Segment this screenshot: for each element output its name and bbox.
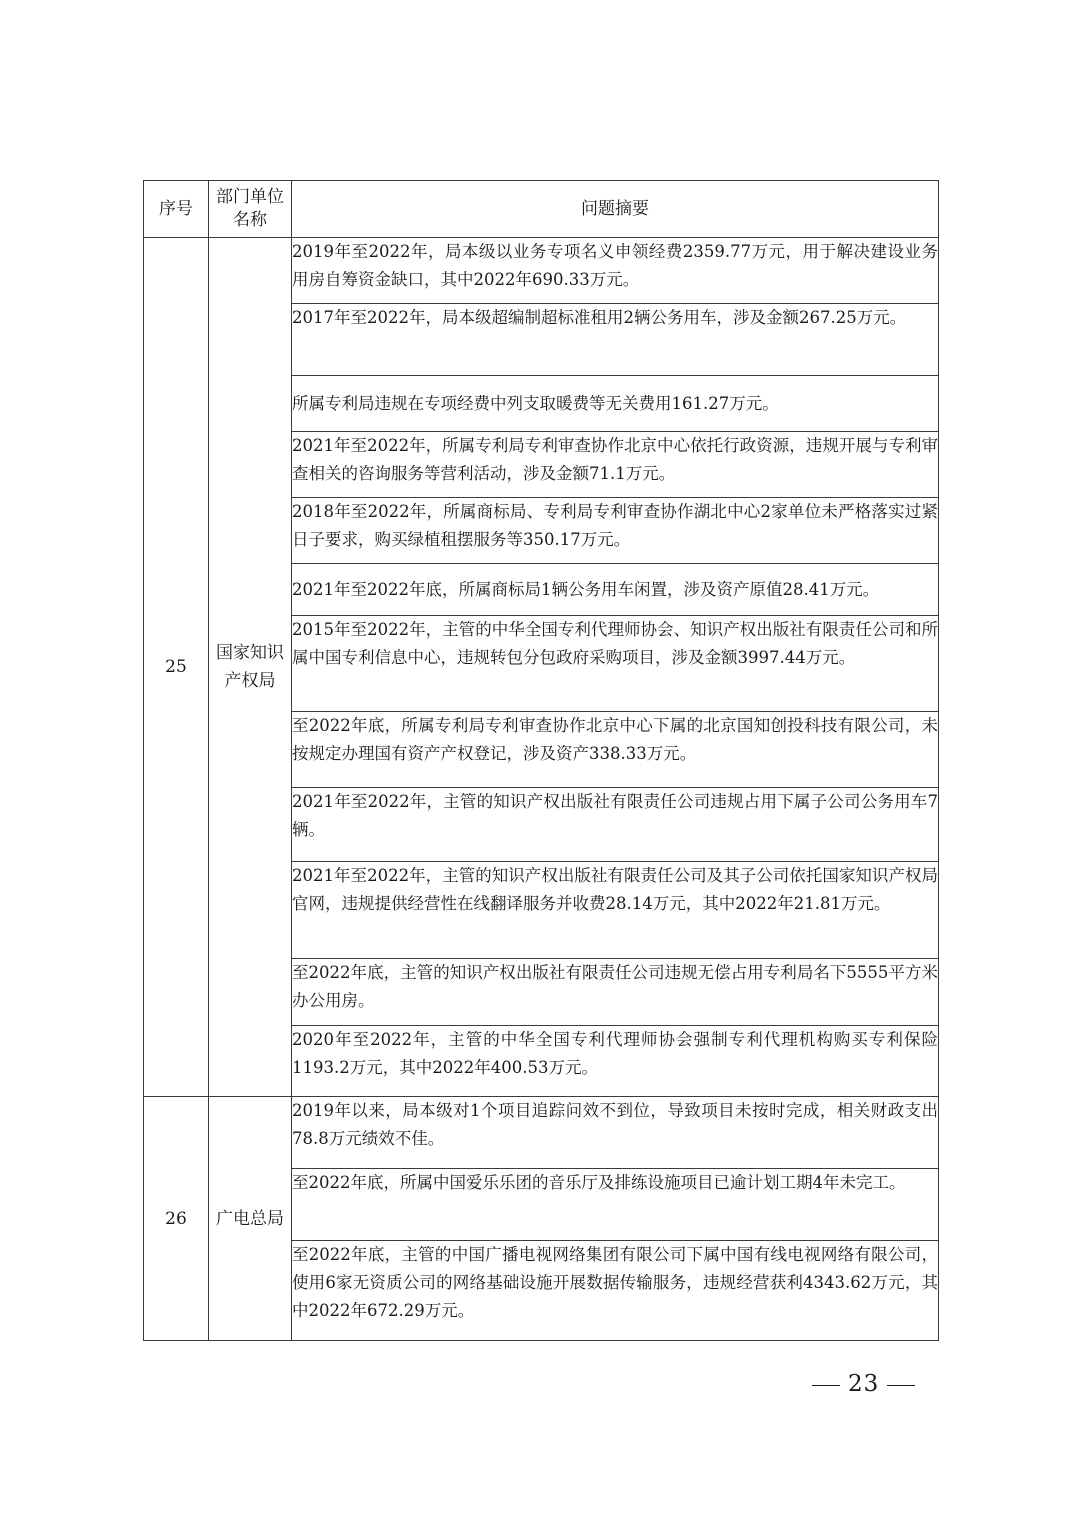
header-summary: 问题摘要 — [292, 181, 939, 238]
summary-cell: 至2022年底，主管的中国广播电视网络集团有限公司下属中国有线电视网络有限公司，使用6家无资质公司的网络基础设施开展数据传输服务，违规经营获利4343.62万元，其中2022年672.29万元。 — [292, 1241, 939, 1341]
summary-cell: 2018年至2022年，所属商标局、专利局专利审查协作湖北中心2家单位未严格落实过紧日子要求，购买绿植租摆服务等350.17万元。 — [292, 498, 939, 564]
header-dept: 部门单位名称 — [209, 181, 292, 238]
table-body — [144, 238, 939, 1341]
header-index: 序号 — [144, 181, 209, 238]
summary-cell: 2017年至2022年，局本级超编制超标准租用2辆公务用车，涉及金额267.25万元。 — [292, 304, 939, 376]
summary-cell: 至2022年底，所属中国爱乐乐团的音乐厅及排练设施项目已逾计划工期4年未完工。 — [292, 1169, 939, 1241]
page-number: 23 — [848, 1371, 880, 1397]
summary-cell: 2021年至2022年底，所属商标局1辆公务用车闲置，涉及资产原值28.41万元。 — [292, 564, 939, 616]
summary-cell: 2019年以来，局本级对1个项目追踪问效不到位，导致项目未按时完成，相关财政支出78.8万元绩效不佳。 — [292, 1097, 939, 1169]
table-row — [144, 238, 939, 304]
summary-cell: 2021年至2022年，所属专利局专利审查协作北京中心依托行政资源，违规开展与专利审查相关的咨询服务等营利活动，涉及金额71.1万元。 — [292, 432, 939, 498]
summary-cell: 至2022年底，主管的知识产权出版社有限责任公司违规无偿占用专利局名下5555平方米办公用房。 — [292, 959, 939, 1026]
row-index: 25 — [144, 238, 209, 1097]
page-footer — [804, 1371, 923, 1397]
row-index: 26 — [144, 1097, 209, 1341]
footer-dash-left — [812, 1385, 840, 1386]
row-dept: 广电总局 — [209, 1097, 292, 1341]
table-header-row — [144, 181, 939, 238]
summary-cell: 2019年至2022年，局本级以业务专项名义申领经费2359.77万元，用于解决建设业务用房自筹资金缺口，其中2022年690.33万元。 — [292, 238, 939, 304]
summary-cell: 2021年至2022年，主管的知识产权出版社有限责任公司违规占用下属子公司公务用车7辆。 — [292, 788, 939, 862]
row-dept: 国家知识产权局 — [209, 238, 292, 1097]
summary-cell: 所属专利局违规在专项经费中列支取暖费等无关费用161.27万元。 — [292, 376, 939, 432]
table-row — [144, 1097, 939, 1169]
summary-cell: 至2022年底，所属专利局专利审查协作北京中心下属的北京国知创投科技有限公司，未按规定办理国有资产产权登记，涉及资产338.33万元。 — [292, 712, 939, 788]
summary-cell: 2015年至2022年，主管的中华全国专利代理师协会、知识产权出版社有限责任公司和所属中国专利信息中心，违规转包分包政府采购项目，涉及金额3997.44万元。 — [292, 616, 939, 712]
summary-cell: 2021年至2022年，主管的知识产权出版社有限责任公司及其子公司依托国家知识产权局官网，违规提供经营性在线翻译服务并收费28.14万元，其中2022年21.81万元。 — [292, 862, 939, 959]
summary-cell: 2020年至2022年，主管的中华全国专利代理师协会强制专利代理机构购买专利保险1193.2万元，其中2022年400.53万元。 — [292, 1026, 939, 1097]
footer-dash-right — [887, 1385, 915, 1386]
audit-table — [143, 180, 939, 1341]
